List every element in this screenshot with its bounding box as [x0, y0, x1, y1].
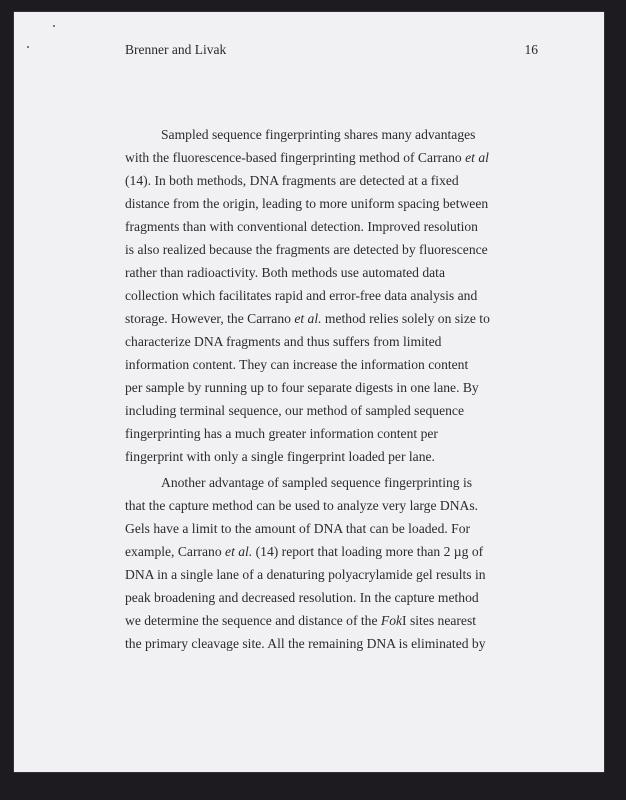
text-line	[125, 494, 490, 517]
text-span: method relies solely on size to	[321, 311, 490, 326]
text-span: is also realized because the fragments are detected by fluorescence	[125, 242, 488, 257]
document-page	[14, 12, 604, 772]
paragraph	[125, 471, 490, 655]
text-span: peak broadening and decreased resolution. In the capture method	[125, 590, 479, 605]
text-span: per sample by running up to four separate digests in one lane. By	[125, 380, 479, 395]
text-line	[125, 192, 490, 215]
text-line	[125, 261, 490, 284]
text-line	[125, 632, 490, 655]
text-span: fingerprint with only a single fingerprint loaded per lane.	[125, 449, 435, 464]
running-header-authors: Brenner and Livak	[125, 42, 227, 57]
text-line	[125, 609, 490, 632]
text-line	[125, 353, 490, 376]
text-span: (14) report that loading more than 2 µg of	[252, 544, 484, 559]
text-line	[125, 445, 490, 468]
text-span: we determine the sequence and distance of the	[125, 613, 381, 628]
italic-text: et al	[465, 150, 489, 165]
italic-text: et al.	[225, 544, 253, 559]
text-line	[125, 169, 490, 192]
text-line	[125, 422, 490, 445]
text-span: I sites nearest	[402, 613, 477, 628]
text-span: distance from the origin, leading to more uniform spacing between	[125, 196, 489, 211]
scan-speck	[53, 25, 55, 27]
text-line	[125, 540, 490, 563]
text-line	[125, 307, 490, 330]
paragraph	[125, 123, 490, 468]
text-span: Sampled sequence fingerprinting shares many advantages	[161, 127, 476, 142]
text-line	[125, 330, 490, 353]
text-span: collection which facilitates rapid and error-free data analysis and	[125, 288, 478, 303]
text-span: with the fluorescence-based fingerprinting method of Carrano	[125, 150, 466, 165]
text-line	[125, 376, 490, 399]
text-line	[125, 238, 490, 261]
body-text	[125, 123, 490, 655]
text-span: information content. They can increase the information content	[125, 357, 469, 372]
text-span: fragments than with conventional detection. Improved resolution	[125, 219, 478, 234]
text-span: (14). In both methods, DNA fragments are detected at a fixed	[125, 173, 459, 188]
page-number: 16	[524, 42, 538, 57]
text-span: storage. However, the Carrano	[125, 311, 295, 326]
text-span: example, Carrano	[125, 544, 226, 559]
scan-speck	[27, 46, 29, 48]
text-span: including terminal sequence, our method of sampled sequence	[125, 403, 464, 418]
text-line	[125, 563, 490, 586]
text-span: characterize DNA fragments and thus suffers from limited	[125, 334, 442, 349]
text-span: DNA in a single lane of a denaturing polyacrylamide gel results in	[125, 567, 486, 582]
text-line	[125, 517, 490, 540]
text-span: that the capture method can be used to analyze very large DNAs.	[125, 498, 479, 513]
text-span: fingerprinting has a much greater information content per	[125, 426, 438, 441]
italic-text: et al.	[294, 311, 322, 326]
text-span: rather than radioactivity. Both methods use automated data	[125, 265, 445, 280]
text-line	[125, 123, 490, 146]
text-span: the primary cleavage site. All the remaining DNA is eliminated by	[125, 636, 486, 651]
italic-text: Fok	[380, 613, 403, 628]
text-span: Gels have a limit to the amount of DNA that can be loaded. For	[125, 521, 471, 536]
text-line	[125, 284, 490, 307]
text-line	[125, 399, 490, 422]
text-span: Another advantage of sampled sequence fingerprinting is	[161, 475, 473, 490]
text-line	[125, 471, 490, 494]
text-line	[125, 215, 490, 238]
text-line	[125, 146, 490, 169]
text-line	[125, 586, 490, 609]
